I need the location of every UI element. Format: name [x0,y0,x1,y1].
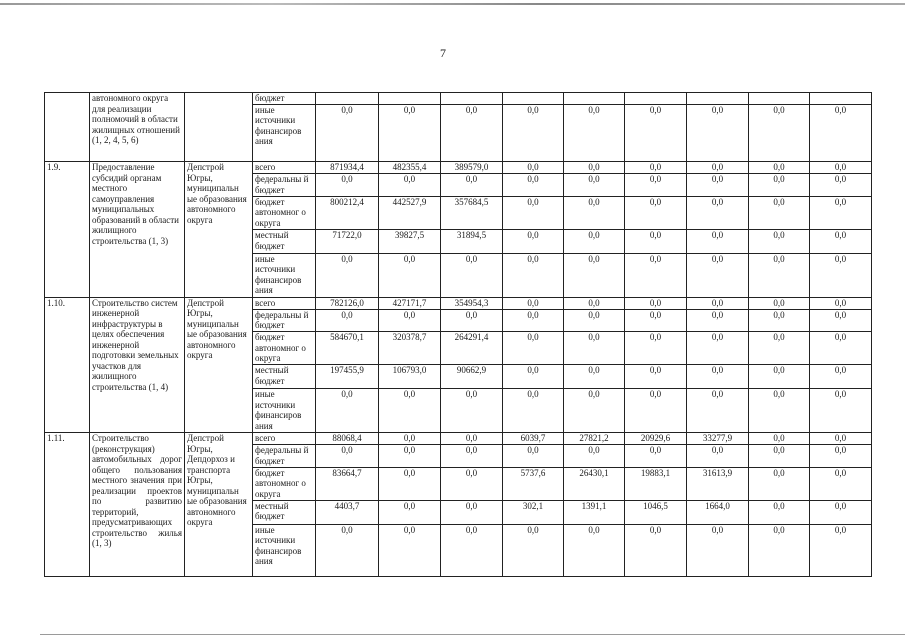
amount-cell: 0,0 [749,433,810,445]
amount-cell: 782126,0 [316,297,379,309]
amount-cell: 0,0 [749,365,810,389]
amount-cell [316,93,379,105]
amount-cell: 0,0 [503,297,564,309]
amount-cell: 0,0 [441,524,503,576]
amount-cell: 0,0 [749,162,810,174]
amount-cell: 0,0 [564,162,625,174]
item-name: Строительство систем инженерной инфраструктуры в целях обеспечения инженерной подготовки земельных участков для жилищного строительства (1, 4) [90,297,185,432]
funding-source: бюджет автономног о округа [253,467,316,500]
funding-source: иные источники финансиров ания [253,524,316,576]
amount-cell: 0,0 [379,500,441,524]
amount-cell: 0,0 [625,309,687,332]
amount-cell: 0,0 [441,467,503,500]
amount-cell: 0,0 [503,162,564,174]
amount-cell: 20929,6 [625,433,687,445]
item-executor: Депстрой Югры, Депдорхоз и транспорта Югры, муниципальн ые образования автономного округа [185,433,253,577]
item-number: 1.9. [45,162,90,297]
amount-cell: 0,0 [749,500,810,524]
amount-cell: 0,0 [316,309,379,332]
scan-edge-top [0,3,905,5]
amount-cell: 0,0 [749,389,810,433]
amount-cell: 0,0 [503,524,564,576]
amount-cell: 0,0 [625,104,687,161]
amount-cell: 0,0 [564,524,625,576]
amount-cell: 0,0 [316,524,379,576]
amount-cell [687,93,749,105]
amount-cell: 31613,9 [687,467,749,500]
amount-cell: 0,0 [749,253,810,297]
amount-cell: 0,0 [687,365,749,389]
amount-cell: 0,0 [749,467,810,500]
amount-cell: 0,0 [687,196,749,229]
amount-cell: 71722,0 [316,230,379,254]
amount-cell: 0,0 [687,389,749,433]
item-name: Строительство (реконструкция) автомобильных дорог общего пользования местного значения при реализации проектов по развитию территорий, предусматривающих строительство жилья (1, 3) [90,433,185,577]
amount-cell: 0,0 [379,174,441,197]
amount-cell: 0,0 [564,309,625,332]
amount-cell: 0,0 [810,524,872,576]
amount-cell: 427171,7 [379,297,441,309]
amount-cell: 0,0 [379,445,441,468]
amount-cell: 0,0 [503,253,564,297]
amount-cell: 0,0 [810,433,872,445]
amount-cell: 0,0 [625,297,687,309]
amount-cell: 0,0 [810,162,872,174]
amount-cell: 1664,0 [687,500,749,524]
amount-cell: 27821,2 [564,433,625,445]
amount-cell: 0,0 [687,230,749,254]
amount-cell: 0,0 [749,297,810,309]
amount-cell: 0,0 [749,174,810,197]
scan-edge-bottom [40,634,905,635]
amount-cell: 90662,9 [441,365,503,389]
table-row [45,93,872,105]
funding-source: иные источники финансиров ания [253,389,316,433]
amount-cell: 0,0 [503,365,564,389]
amount-cell [379,93,441,105]
amount-cell: 0,0 [379,389,441,433]
page-number: 7 [440,46,446,60]
amount-cell: 0,0 [379,104,441,161]
amount-cell: 0,0 [379,253,441,297]
amount-cell: 26430,1 [564,467,625,500]
amount-cell: 0,0 [625,230,687,254]
amount-cell: 0,0 [625,174,687,197]
amount-cell: 39827,5 [379,230,441,254]
amount-cell: 0,0 [687,309,749,332]
amount-cell [441,93,503,105]
amount-cell: 0,0 [503,309,564,332]
item-name: Предоставление субсидий органам местного самоуправления муниципальных образований в области жилищного строительства (1, 3) [90,162,185,297]
amount-cell: 0,0 [441,309,503,332]
amount-cell: 0,0 [749,445,810,468]
amount-cell: 0,0 [625,162,687,174]
amount-cell: 0,0 [810,332,872,365]
amount-cell: 0,0 [810,174,872,197]
amount-cell: 6039,7 [503,433,564,445]
amount-cell: 0,0 [625,524,687,576]
amount-cell: 302,1 [503,500,564,524]
amount-cell: 0,0 [687,524,749,576]
financing-table [44,92,872,577]
amount-cell: 0,0 [503,389,564,433]
amount-cell [564,93,625,105]
amount-cell [625,93,687,105]
amount-cell: 0,0 [503,445,564,468]
amount-cell: 0,0 [687,104,749,161]
amount-cell: 0,0 [625,253,687,297]
funding-source: всего [253,162,316,174]
amount-cell: 0,0 [810,500,872,524]
table-row [45,162,872,174]
amount-cell: 389579,0 [441,162,503,174]
funding-source: федеральны й бюджет [253,174,316,197]
amount-cell: 871934,4 [316,162,379,174]
funding-source: бюджет автономног о округа [253,332,316,365]
amount-cell: 0,0 [441,445,503,468]
amount-cell: 357684,5 [441,196,503,229]
amount-cell: 0,0 [625,445,687,468]
amount-cell: 0,0 [503,196,564,229]
funding-source: иные источники финансиров ания [253,104,316,161]
amount-cell: 0,0 [749,230,810,254]
amount-cell: 0,0 [564,196,625,229]
amount-cell: 482355,4 [379,162,441,174]
amount-cell: 0,0 [503,104,564,161]
amount-cell: 0,0 [503,230,564,254]
amount-cell [503,93,564,105]
amount-cell [810,93,872,105]
amount-cell: 4403,7 [316,500,379,524]
funding-source: местный бюджет [253,365,316,389]
amount-cell: 354954,3 [441,297,503,309]
amount-cell: 0,0 [441,253,503,297]
item-name: автономного округа для реализации полномочий в области жилищных отношений (1, 2, 4, 5, 6) [90,93,185,162]
funding-source: иные источники финансиров ания [253,253,316,297]
amount-cell: 0,0 [687,174,749,197]
amount-cell: 0,0 [441,500,503,524]
amount-cell: 0,0 [503,174,564,197]
amount-cell: 0,0 [564,445,625,468]
amount-cell: 1391,1 [564,500,625,524]
item-number: 1.11. [45,433,90,577]
amount-cell: 0,0 [316,445,379,468]
funding-source: бюджет автономног о округа [253,196,316,229]
amount-cell: 0,0 [749,332,810,365]
amount-cell: 0,0 [316,104,379,161]
amount-cell: 0,0 [687,253,749,297]
funding-source: всего [253,297,316,309]
funding-source: местный бюджет [253,500,316,524]
amount-cell: 0,0 [687,445,749,468]
funding-source: местный бюджет [253,230,316,254]
amount-cell: 0,0 [687,162,749,174]
amount-cell: 31894,5 [441,230,503,254]
amount-cell: 33277,9 [687,433,749,445]
amount-cell: 0,0 [441,104,503,161]
amount-cell: 197455,9 [316,365,379,389]
amount-cell: 0,0 [564,253,625,297]
amount-cell: 106793,0 [379,365,441,389]
amount-cell: 0,0 [564,389,625,433]
amount-cell: 0,0 [625,332,687,365]
amount-cell: 0,0 [379,433,441,445]
amount-cell: 0,0 [625,196,687,229]
amount-cell: 0,0 [810,196,872,229]
amount-cell: 0,0 [810,297,872,309]
amount-cell: 584670,1 [316,332,379,365]
amount-cell: 264291,4 [441,332,503,365]
amount-cell: 0,0 [316,174,379,197]
amount-cell: 0,0 [810,309,872,332]
amount-cell: 0,0 [810,467,872,500]
amount-cell: 88068,4 [316,433,379,445]
amount-cell: 0,0 [564,104,625,161]
amount-cell: 0,0 [687,297,749,309]
amount-cell: 5737,6 [503,467,564,500]
amount-cell: 0,0 [625,365,687,389]
amount-cell: 0,0 [564,365,625,389]
amount-cell: 0,0 [441,389,503,433]
amount-cell: 0,0 [749,104,810,161]
amount-cell: 0,0 [810,253,872,297]
amount-cell: 0,0 [441,433,503,445]
item-number: 1.10. [45,297,90,432]
amount-cell: 0,0 [564,174,625,197]
table-row [45,297,872,309]
amount-cell: 0,0 [749,196,810,229]
amount-cell: 0,0 [810,104,872,161]
amount-cell: 0,0 [687,332,749,365]
amount-cell: 0,0 [503,332,564,365]
amount-cell: 1046,5 [625,500,687,524]
item-executor: Депстрой Югры, муниципальн ые образования автономного округа [185,297,253,432]
amount-cell: 0,0 [810,230,872,254]
table-row [45,433,872,445]
amount-cell: 0,0 [564,297,625,309]
item-number [45,93,90,162]
amount-cell: 0,0 [564,230,625,254]
amount-cell: 0,0 [379,524,441,576]
amount-cell: 0,0 [810,365,872,389]
funding-source: федеральны й бюджет [253,309,316,332]
amount-cell: 19883,1 [625,467,687,500]
item-executor [185,93,253,162]
amount-cell [749,93,810,105]
amount-cell: 0,0 [379,309,441,332]
amount-cell: 0,0 [810,445,872,468]
amount-cell: 83664,7 [316,467,379,500]
amount-cell: 0,0 [316,389,379,433]
amount-cell: 0,0 [810,389,872,433]
amount-cell: 0,0 [379,467,441,500]
amount-cell: 0,0 [564,332,625,365]
amount-cell: 0,0 [749,309,810,332]
amount-cell: 442527,9 [379,196,441,229]
funding-source: федеральны й бюджет [253,445,316,468]
amount-cell: 0,0 [749,524,810,576]
amount-cell: 320378,7 [379,332,441,365]
amount-cell: 0,0 [441,174,503,197]
amount-cell: 0,0 [625,389,687,433]
funding-source: бюджет [253,93,316,105]
item-executor: Депстрой Югры, муниципальн ые образования автономного округа [185,162,253,297]
amount-cell: 0,0 [316,253,379,297]
amount-cell: 800212,4 [316,196,379,229]
funding-source: всего [253,433,316,445]
